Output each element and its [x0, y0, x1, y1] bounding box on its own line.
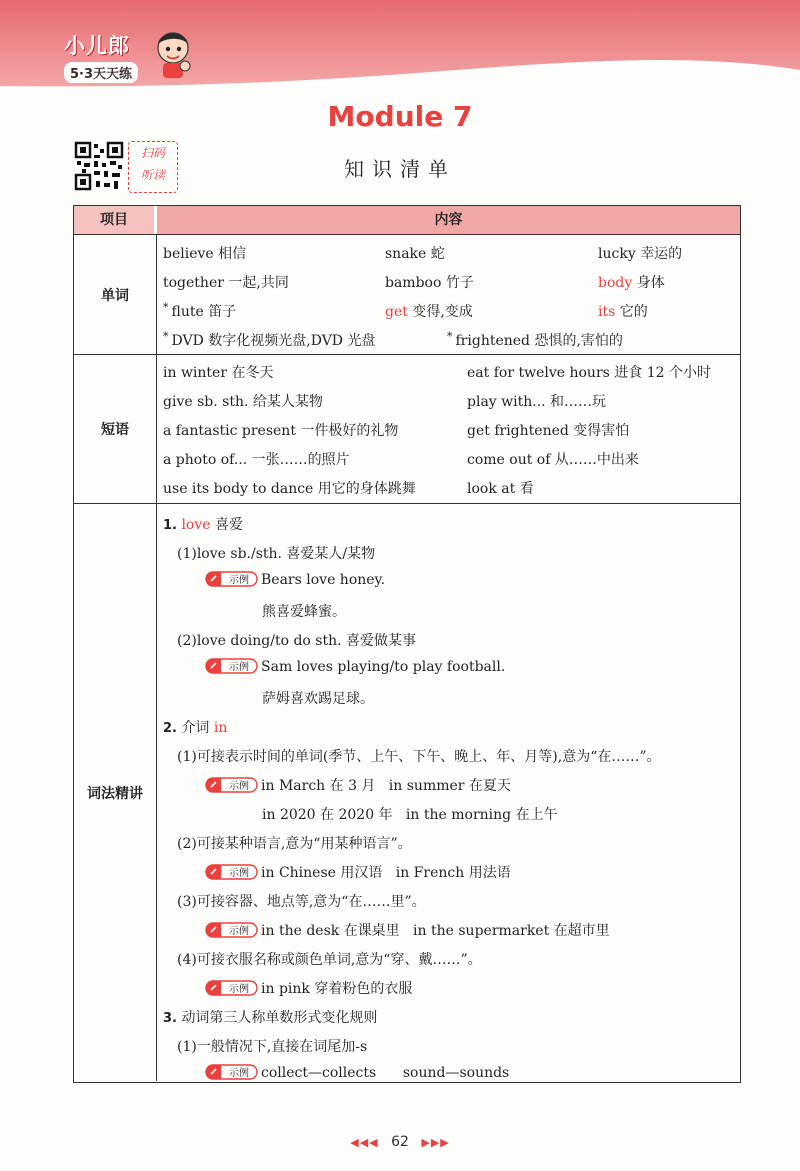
phrases-label: 短语: [74, 355, 157, 503]
example-line: 示例 Bears love honey.: [205, 572, 385, 588]
word-item: snake 蛇: [385, 246, 445, 262]
scan-label-line2: 听读: [140, 168, 165, 182]
phrases-row: [74, 354, 740, 503]
example-line: in 2020 在 2020 年 in the morning 在上午: [262, 807, 558, 823]
phrase-item: in winter 在冬天: [163, 365, 274, 381]
grammar-body: [163, 504, 734, 1081]
module-title: Module 7: [327, 100, 473, 133]
svg-text:示例: 示例: [229, 575, 249, 586]
word-item: bamboo 竹子: [385, 275, 474, 291]
scan-listen-label[interactable]: [128, 141, 178, 193]
qr-code-icon[interactable]: [74, 141, 124, 191]
example-line: 示例 Sam loves playing/to play football.: [205, 659, 505, 675]
grammar-rule: (1)love sb./sth. 喜爱某人/某物: [177, 546, 376, 562]
word-item-dvd: * DVD 数字化视频光盘,DVD 光盘: [163, 330, 376, 349]
phrase-item: use its body to dance 用它的身体跳舞: [163, 481, 416, 497]
page-number: 62: [391, 1134, 409, 1150]
brand-logo: [64, 30, 138, 83]
grammar-rule: (4)可接衣服名称或颜色单词,意为“穿、戴……”。: [177, 952, 482, 968]
logo-title: 小儿郎: [64, 34, 130, 58]
example-badge-icon: [205, 1064, 258, 1080]
scan-label-line1: 扫码: [140, 146, 165, 160]
phrases-body: [163, 355, 734, 503]
phrase-item: get frightened 变得害怕: [467, 423, 630, 439]
example-badge-icon: [205, 658, 258, 674]
section-title: 知识清单: [344, 157, 456, 181]
phrase-item: give sb. sth. 给某人某物: [163, 394, 323, 410]
table-header: [74, 206, 740, 234]
grammar-rule: (1)可接表示时间的单词(季节、上午、下午、晚上、年、月等),意为“在……”。: [177, 749, 661, 765]
phrase-item: come out of 从……中出来: [467, 452, 639, 468]
next-arrows-icon: ▶▶▶: [421, 1136, 450, 1149]
words-label: 单词: [74, 235, 157, 354]
word-item: * flute 笛子: [163, 301, 237, 320]
phrase-item: look at 看: [467, 481, 534, 497]
grammar-rule: (3)可接容器、地点等,意为“在……里”。: [177, 894, 426, 910]
svg-text:示例: 示例: [229, 984, 249, 995]
prev-arrows-icon: ◀◀◀: [350, 1136, 379, 1149]
mascot-icon: [152, 28, 194, 80]
example-line: 示例 in March 在 3 月 in summer 在夏天: [205, 775, 511, 795]
example-line: 示例 in Chinese 用汉语 in French 用法语: [205, 862, 511, 882]
example-translation: 熊喜爱蜂蜜。: [262, 604, 346, 620]
phrase-item: a photo of... 一张……的照片: [163, 452, 350, 468]
phrase-item: play with... 和……玩: [467, 394, 607, 410]
example-badge-icon: [205, 777, 258, 793]
header-item: 项目: [74, 206, 154, 234]
example-line: 示例 collect—collects sound—sounds: [205, 1065, 509, 1081]
word-item: get 变得,变成: [385, 304, 473, 320]
example-badge-icon: [205, 980, 258, 996]
word-item: together 一起,共同: [163, 275, 289, 291]
grammar-rule: (2)love doing/to do sth. 喜爱做某事: [177, 633, 417, 649]
example-line: 示例 in pink 穿着粉色的衣服: [205, 978, 412, 998]
grammar-point-in: 2. 介词 in: [163, 720, 228, 736]
example-translation: 萨姆喜欢踢足球。: [262, 691, 374, 707]
svg-text:示例: 示例: [229, 926, 249, 937]
words-row: [74, 234, 740, 354]
word-item: its 它的: [598, 304, 648, 320]
svg-text:示例: 示例: [229, 868, 249, 879]
grammar-label: 词法精讲: [74, 504, 157, 1081]
grammar-point-love: 1. love 喜爱: [163, 517, 243, 533]
phrase-item: a fantastic present 一件极好的礼物: [163, 423, 399, 439]
word-item: body 身体: [598, 275, 665, 291]
word-item-frightened: * frightened 恐惧的,害怕的: [447, 330, 623, 349]
example-badge-icon: [205, 571, 258, 587]
header-content: 内容: [157, 206, 740, 234]
grammar-point-verb: 3. 动词第三人称单数形式变化规则: [163, 1010, 378, 1026]
svg-text:示例: 示例: [229, 781, 249, 792]
grammar-row: [74, 503, 740, 1081]
grammar-rule: (1)一般情况下,直接在词尾加-s: [177, 1039, 368, 1055]
phrase-item: eat for twelve hours 进食 12 个小时: [467, 365, 711, 381]
grammar-rule: (2)可接某种语言,意为“用某种语言”。: [177, 836, 412, 852]
knowledge-table: [73, 205, 741, 1083]
word-item: believe 相信: [163, 246, 247, 262]
example-badge-icon: [205, 922, 258, 938]
page-footer: [0, 1134, 800, 1150]
svg-text:示例: 示例: [229, 1068, 249, 1079]
words-body: [163, 235, 734, 354]
logo-subtitle: 5·3天天练: [64, 62, 138, 83]
example-line: 示例 in the desk 在课桌里 in the supermarket 在超市里: [205, 920, 610, 940]
svg-text:示例: 示例: [229, 662, 249, 673]
example-badge-icon: [205, 864, 258, 880]
word-item: lucky 幸运的: [598, 246, 683, 262]
